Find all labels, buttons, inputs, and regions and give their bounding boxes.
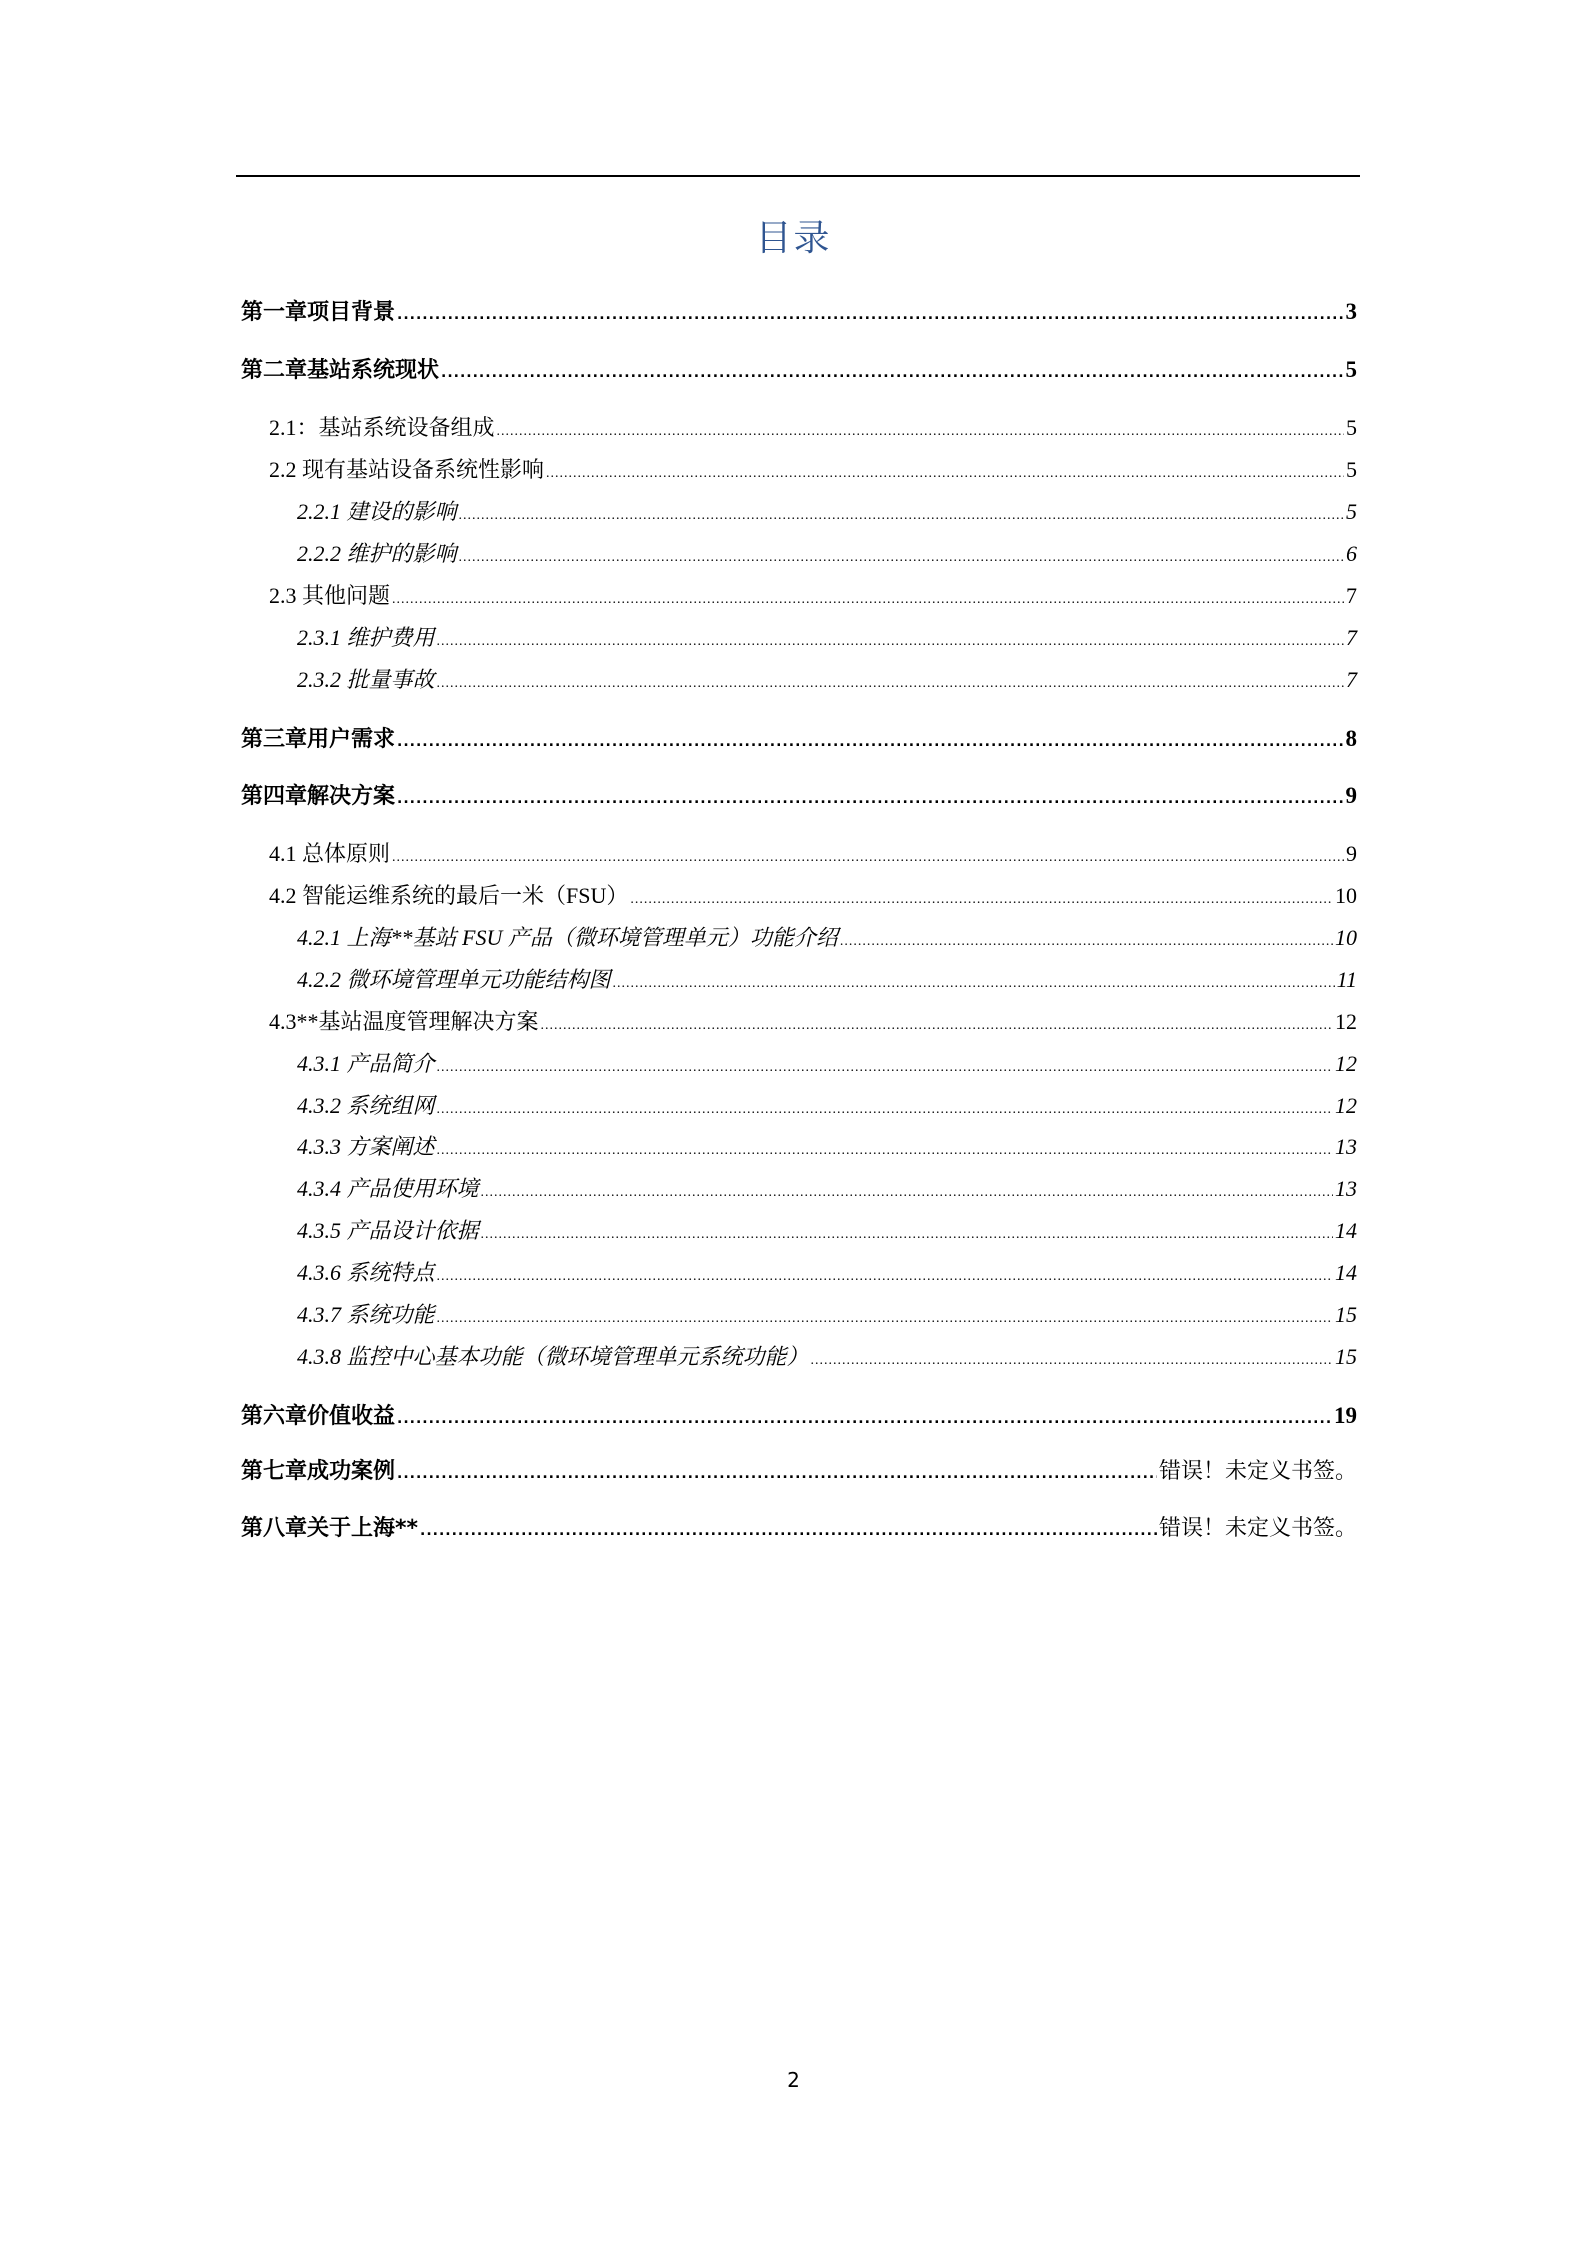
toc-entry-chapter-1[interactable] bbox=[241, 300, 1357, 324]
toc-entry-label: 2.2.2 维护的影响 bbox=[297, 541, 457, 566]
toc-entry-label: 4.3.1 产品简介 bbox=[297, 1051, 435, 1076]
toc-entry-4-3-1[interactable] bbox=[241, 1053, 1357, 1075]
dot-leader bbox=[437, 677, 1344, 691]
toc-entry-label: 第三章用户需求 bbox=[241, 727, 396, 752]
toc-entry-label: 第八章关于上海** bbox=[241, 1516, 419, 1541]
toc-entry-4-3[interactable] bbox=[241, 1011, 1357, 1033]
toc-entry-page: 5 bbox=[1346, 415, 1357, 440]
toc-entry-chapter-2[interactable] bbox=[241, 358, 1357, 382]
dot-leader bbox=[437, 1312, 1333, 1326]
toc-entry-chapter-7[interactable] bbox=[241, 1461, 1357, 1483]
toc-entry-label: 第六章价值收益 bbox=[241, 1404, 396, 1429]
toc-entry-label: 2.2 现有基站设备系统性影响 bbox=[269, 457, 545, 482]
toc-entry-page: 7 bbox=[1346, 583, 1357, 608]
toc-entry-label: 4.3.5 产品设计依据 bbox=[297, 1218, 479, 1243]
toc-entry-label: 4.3.4 产品使用环境 bbox=[297, 1176, 479, 1201]
dot-leader bbox=[541, 1019, 1333, 1033]
toc-entry-page: 7 bbox=[1346, 625, 1357, 650]
dot-leader bbox=[497, 425, 1344, 439]
dot-leader bbox=[437, 1061, 1333, 1075]
toc-entry-page: 15 bbox=[1335, 1344, 1357, 1369]
toc-entry-page: 14 bbox=[1335, 1260, 1357, 1285]
dot-leader bbox=[397, 308, 1343, 322]
dot-leader bbox=[397, 1412, 1332, 1426]
dot-leader bbox=[392, 593, 1344, 607]
toc-entry-label: 4.3**基站温度管理解决方案 bbox=[269, 1009, 539, 1034]
toc-entry-label: 4.2 智能运维系统的最后一米（FSU） bbox=[269, 883, 629, 908]
toc-entry-label: 4.3.2 系统组网 bbox=[297, 1093, 435, 1118]
toc-entry-label: 2.3.1 维护费用 bbox=[297, 625, 435, 650]
toc-entry-4-3-2[interactable] bbox=[241, 1095, 1357, 1117]
toc-entry-page: 7 bbox=[1346, 667, 1357, 692]
dot-leader bbox=[397, 1467, 1157, 1481]
toc-entry-4-2-1[interactable] bbox=[241, 927, 1357, 949]
dot-leader bbox=[441, 366, 1343, 380]
toc-entry-4-3-8[interactable] bbox=[241, 1346, 1357, 1368]
toc-entry-4-3-5[interactable] bbox=[241, 1220, 1357, 1242]
dot-leader bbox=[840, 935, 1333, 949]
bookmark-error-text: 错误！未定义书签。 bbox=[1158, 1459, 1357, 1484]
dot-leader bbox=[437, 635, 1344, 649]
dot-leader bbox=[811, 1354, 1333, 1368]
toc-entry-label: 第四章解决方案 bbox=[241, 784, 396, 809]
toc-entry-page: 14 bbox=[1335, 1218, 1357, 1243]
toc-entry-4-3-4[interactable] bbox=[241, 1178, 1357, 1200]
toc-entry-label: 4.1 总体原则 bbox=[269, 841, 391, 866]
toc-entry-2-3-2[interactable] bbox=[241, 669, 1357, 691]
toc-entry-page: 9 bbox=[1346, 841, 1357, 866]
page-number: 2 bbox=[787, 2068, 800, 2092]
dot-leader bbox=[437, 1270, 1333, 1284]
toc-entry-page: 6 bbox=[1346, 541, 1357, 566]
toc-entry-label: 4.3.8 监控中心基本功能（微环境管理单元系统功能） bbox=[297, 1344, 809, 1369]
toc-entry-2-3[interactable] bbox=[241, 585, 1357, 607]
dot-leader bbox=[459, 509, 1344, 523]
toc-entry-label: 2.3.2 批量事故 bbox=[297, 667, 435, 692]
toc-entry-label: 4.3.3 方案阐述 bbox=[297, 1134, 435, 1159]
toc-entry-page: 12 bbox=[1335, 1093, 1357, 1118]
toc-entry-page: 12 bbox=[1335, 1051, 1357, 1076]
toc-entry-page: 15 bbox=[1335, 1302, 1357, 1327]
toc-entry-label: 第七章成功案例 bbox=[241, 1459, 396, 1484]
toc-entry-label: 第一章项目背景 bbox=[241, 300, 396, 325]
toc-entry-page: 8 bbox=[1345, 726, 1357, 751]
dot-leader bbox=[546, 467, 1344, 481]
toc-entry-page: 19 bbox=[1334, 1403, 1357, 1428]
dot-leader bbox=[481, 1186, 1333, 1200]
toc-entry-2-1[interactable] bbox=[241, 417, 1357, 439]
toc-entry-page: 11 bbox=[1336, 967, 1357, 992]
toc-entry-label: 4.2.1 上海**基站 FSU 产品（微环境管理单元）功能介绍 bbox=[297, 925, 838, 950]
toc-entry-4-3-3[interactable] bbox=[241, 1136, 1357, 1158]
dot-leader bbox=[459, 551, 1344, 565]
toc-entry-label: 4.3.7 系统功能 bbox=[297, 1302, 435, 1327]
dot-leader bbox=[630, 893, 1333, 907]
toc-entry-page: 5 bbox=[1346, 457, 1357, 482]
bookmark-error-text: 错误！未定义书签。 bbox=[1158, 1516, 1357, 1541]
toc-entry-2-2-1[interactable] bbox=[241, 501, 1357, 523]
toc-entry-2-2[interactable] bbox=[241, 459, 1357, 481]
toc-entry-label: 2.3 其他问题 bbox=[269, 583, 391, 608]
toc-entry-label: 第二章基站系统现状 bbox=[241, 358, 440, 383]
toc-entry-page: 13 bbox=[1335, 1176, 1357, 1201]
toc-entry-page: 9 bbox=[1345, 783, 1357, 808]
toc-entry-label: 2.2.1 建设的影响 bbox=[297, 499, 457, 524]
toc-entry-chapter-6[interactable] bbox=[241, 1404, 1357, 1428]
toc-entry-4-2-2[interactable] bbox=[241, 969, 1357, 991]
dot-leader bbox=[420, 1524, 1157, 1538]
toc-entry-4-3-7[interactable] bbox=[241, 1304, 1357, 1326]
toc-entry-page: 13 bbox=[1335, 1134, 1357, 1159]
toc-entry-label: 4.3.6 系统特点 bbox=[297, 1260, 435, 1285]
toc-entry-page: 12 bbox=[1335, 1009, 1357, 1034]
toc-entry-2-2-2[interactable] bbox=[241, 543, 1357, 565]
toc-entry-page: 3 bbox=[1345, 299, 1357, 324]
toc-entry-label: 2.1：基站系统设备组成 bbox=[269, 415, 495, 440]
toc-entry-page: 10 bbox=[1335, 883, 1357, 908]
dot-leader bbox=[481, 1228, 1333, 1242]
toc-entry-page: 5 bbox=[1346, 499, 1357, 524]
toc-entry-4-2[interactable] bbox=[241, 885, 1357, 907]
toc-title: 目录 bbox=[755, 218, 832, 259]
dot-leader bbox=[392, 851, 1344, 865]
dot-leader bbox=[613, 977, 1335, 991]
toc-entry-2-3-1[interactable] bbox=[241, 627, 1357, 649]
toc-entry-label: 4.2.2 微环境管理单元功能结构图 bbox=[297, 967, 611, 992]
toc-entry-chapter-8[interactable] bbox=[241, 1518, 1357, 1540]
dot-leader bbox=[397, 735, 1343, 749]
dot-leader bbox=[437, 1103, 1333, 1117]
toc-entry-page: 10 bbox=[1335, 925, 1357, 950]
toc-entry-chapter-4[interactable] bbox=[241, 784, 1357, 808]
dot-leader bbox=[437, 1144, 1333, 1158]
toc-entry-page: 5 bbox=[1345, 357, 1357, 382]
toc-entry-chapter-3[interactable] bbox=[241, 727, 1357, 751]
toc-entry-4-3-6[interactable] bbox=[241, 1262, 1357, 1284]
header-rule bbox=[236, 175, 1360, 177]
toc-entry-4-1[interactable] bbox=[241, 843, 1357, 865]
dot-leader bbox=[397, 792, 1343, 806]
